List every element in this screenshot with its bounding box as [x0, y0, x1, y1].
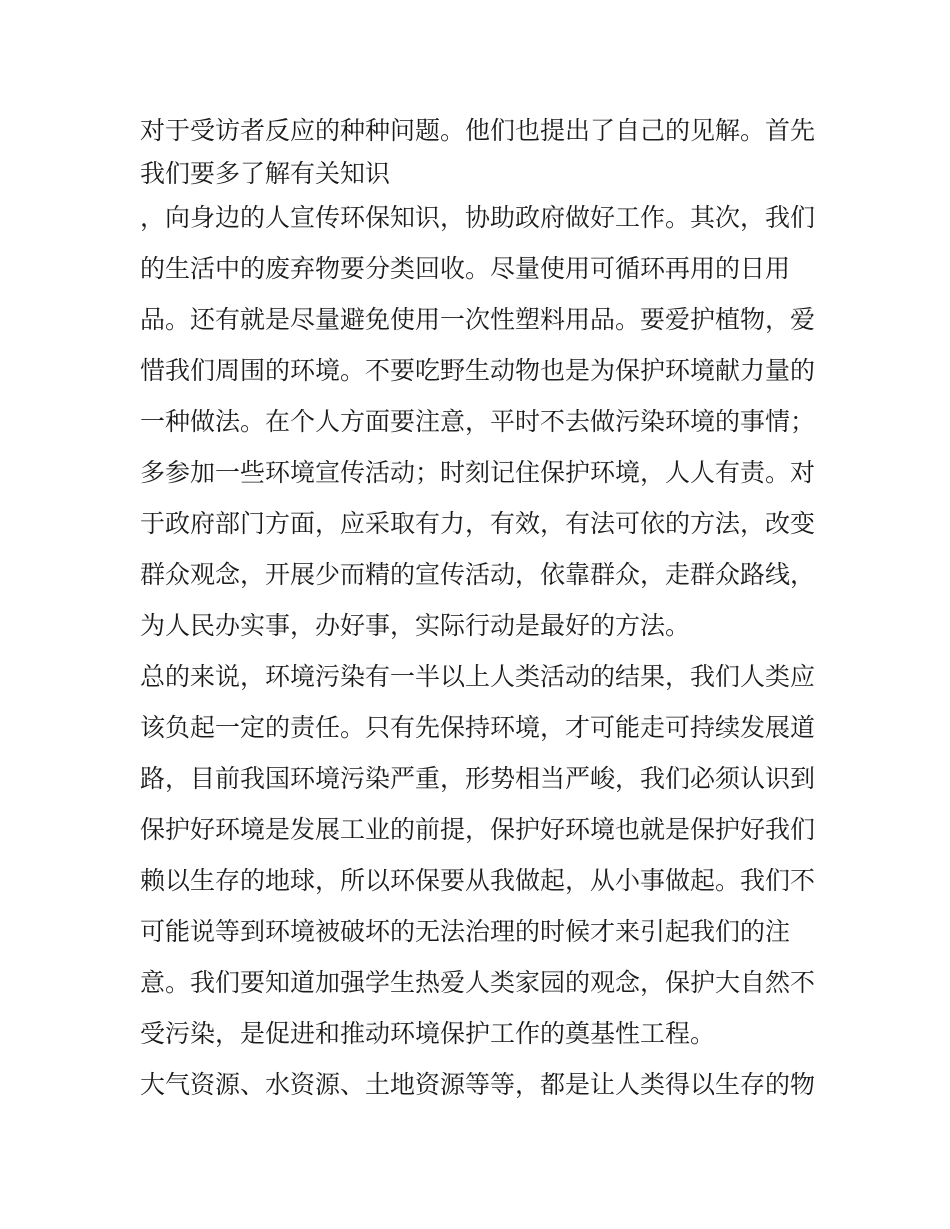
text-line: 保护好环境是发展工业的前提，保护好环境也就是保护好我们 — [140, 815, 816, 844]
text-line: ，向身边的人宣传环保知识，协助政府做好工作。其次，我们 — [140, 203, 816, 232]
text-line: 该负起一定的责任。只有先保持环境，才可能走可持续发展道 — [140, 713, 816, 742]
text-line: 总的来说，环境污染有一半以上人类活动的结果，我们人类应 — [140, 662, 816, 691]
text-line: 对于受访者反应的种种问题。他们也提出了自己的见解。首先 — [140, 116, 816, 145]
text-line: 我们要多了解有关知识 — [140, 159, 391, 188]
text-line: 意。我们要知道加强学生热爱人类家园的观念，保护大自然不 — [140, 968, 816, 997]
text-line: 赖以生存的地球，所以环保要从我做起，从小事做起。我们不 — [140, 866, 816, 895]
text-line: 的生活中的废弃物要分类回收。尽量使用可循环再用的日用 — [140, 254, 791, 283]
text-line: 受污染，是促进和推动环境保护工作的奠基性工程。 — [140, 1019, 716, 1048]
body-text — [140, 105, 820, 1110]
text-line: 群众观念，开展少而精的宣传活动，依靠群众，走群众路线， — [140, 560, 816, 589]
text-line: 一种做法。在个人方面要注意，平时不去做污染环境的事情； — [140, 407, 816, 436]
text-line: 惜我们周围的环境。不要吃野生动物也是为保护环境献力量的 — [140, 356, 816, 385]
text-line: 于政府部门方面，应采取有力，有效，有法可依的方法，改变 — [140, 509, 816, 538]
text-line: 路，目前我国环境污染严重，形势相当严峻，我们必须认识到 — [140, 764, 816, 793]
text-line: 多参加一些环境宣传活动；时刻记住保护环境，人人有责。对 — [140, 458, 816, 487]
text-line: 品。还有就是尽量避免使用一次性塑料用品。要爱护植物，爱 — [140, 305, 816, 334]
text-line: 大气资源、水资源、土地资源等等，都是让人类得以生存的物 — [140, 1070, 816, 1099]
text-line: 为人民办实事，办好事，实际行动是最好的方法。 — [140, 611, 691, 640]
text-line: 可能说等到环境被破坏的无法治理的时候才来引起我们的注 — [140, 917, 791, 946]
